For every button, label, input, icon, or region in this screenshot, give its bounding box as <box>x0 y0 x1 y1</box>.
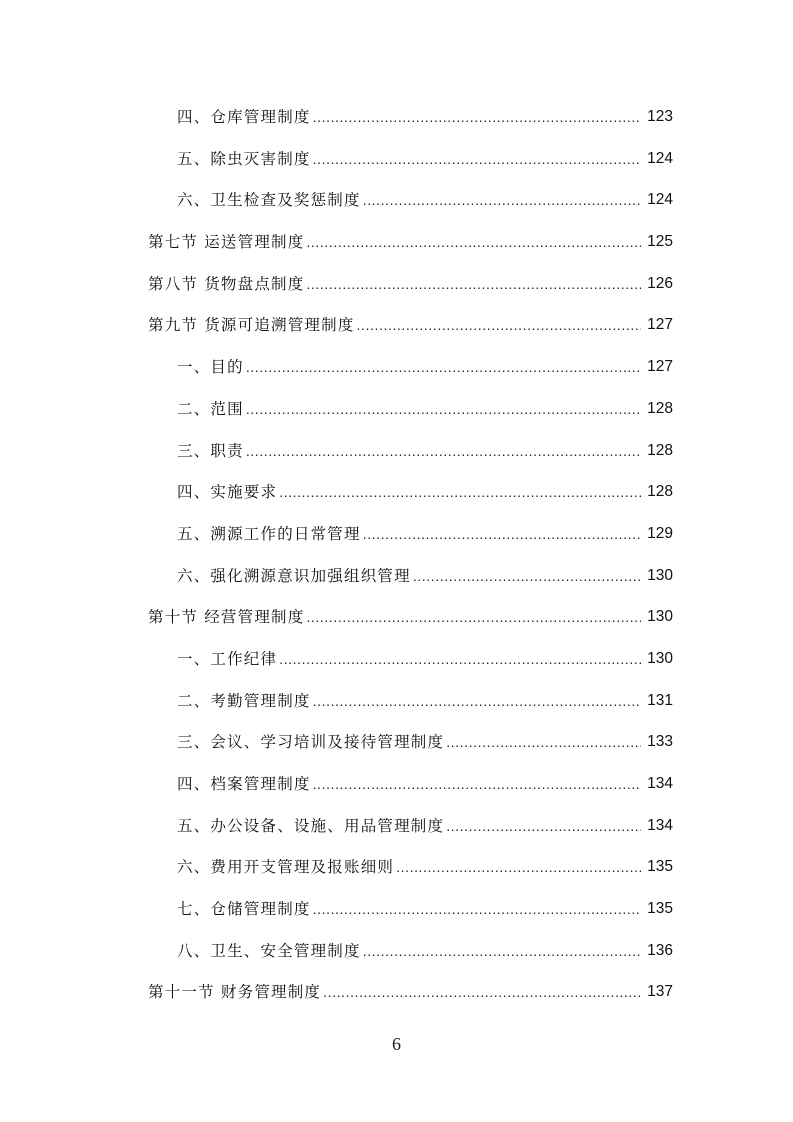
toc-entry-page: 123 <box>647 108 673 125</box>
dot-leader <box>357 313 641 337</box>
toc-entry-title: 一、工作纪律 <box>177 647 279 671</box>
toc-entry[interactable] <box>0 772 793 814</box>
toc-entry-page: 136 <box>647 941 673 959</box>
toc-entry[interactable] <box>0 605 793 647</box>
toc-entry[interactable] <box>0 939 793 981</box>
toc-entry-page: 128 <box>647 399 673 417</box>
dot-leader <box>446 814 641 838</box>
dot-leader <box>279 647 641 671</box>
dot-leader <box>446 730 641 754</box>
toc-entry[interactable] <box>0 313 793 355</box>
toc-entry-title: 五、除虫灭害制度 <box>177 147 313 171</box>
toc-entry-title: 第九节 货源可追溯管理制度 <box>148 313 357 337</box>
toc-entry[interactable] <box>0 730 793 772</box>
dot-leader <box>313 147 641 171</box>
toc-entry-title: 第十一节 财务管理制度 <box>148 980 323 1004</box>
toc-entry-page: 126 <box>647 274 673 292</box>
toc-entry[interactable] <box>0 480 793 522</box>
toc-entry[interactable] <box>0 855 793 897</box>
toc-entry[interactable] <box>0 397 793 439</box>
toc-entry-page: 135 <box>647 858 673 876</box>
toc-entry-page: 127 <box>647 358 673 376</box>
toc-entry[interactable] <box>0 564 793 606</box>
dot-leader <box>279 480 641 504</box>
toc-entry[interactable] <box>0 272 793 314</box>
toc-entry-title: 六、费用开支管理及报账细则 <box>177 855 396 879</box>
dot-leader <box>246 355 641 379</box>
dot-leader <box>363 188 641 212</box>
table-of-contents <box>0 105 793 1022</box>
toc-entry-title: 三、会议、学习培训及接待管理制度 <box>177 730 446 754</box>
dot-leader <box>413 564 641 588</box>
toc-entry-page: 128 <box>647 483 673 501</box>
toc-entry[interactable] <box>0 522 793 564</box>
toc-entry-page: 134 <box>647 816 673 834</box>
toc-entry[interactable] <box>0 147 793 189</box>
page-number: 6 <box>392 1034 401 1054</box>
dot-leader <box>313 897 641 921</box>
toc-entry-title: 五、办公设备、设施、用品管理制度 <box>177 814 446 838</box>
dot-leader <box>323 980 641 1004</box>
toc-entry[interactable] <box>0 980 793 1022</box>
dot-leader <box>246 439 641 463</box>
toc-entry-page: 137 <box>647 983 673 1001</box>
toc-entry-page: 135 <box>647 900 673 918</box>
toc-entry-title: 第七节 运送管理制度 <box>148 230 306 254</box>
dot-leader <box>313 772 641 796</box>
toc-entry-title: 四、档案管理制度 <box>177 772 313 796</box>
toc-entry-page: 131 <box>647 691 673 709</box>
dot-leader <box>306 272 641 296</box>
toc-entry-page: 128 <box>647 441 673 459</box>
toc-entry-title: 六、卫生检查及奖惩制度 <box>177 188 363 212</box>
toc-entry-title: 五、溯源工作的日常管理 <box>177 522 363 546</box>
toc-entry-title: 二、范围 <box>177 397 246 421</box>
toc-entry-title: 七、仓储管理制度 <box>177 897 313 921</box>
toc-entry-title: 第八节 货物盘点制度 <box>148 272 306 296</box>
dot-leader <box>396 855 641 879</box>
toc-entry-title: 四、仓库管理制度 <box>177 105 313 129</box>
dot-leader <box>313 689 641 713</box>
toc-entry[interactable] <box>0 188 793 230</box>
dot-leader <box>313 105 641 129</box>
toc-entry-page: 130 <box>647 649 673 667</box>
toc-entry-title: 二、考勤管理制度 <box>177 689 313 713</box>
toc-entry[interactable] <box>0 230 793 272</box>
dot-leader <box>246 397 641 421</box>
dot-leader <box>363 939 641 963</box>
toc-entry-title: 四、实施要求 <box>177 480 279 504</box>
toc-entry-title: 一、目的 <box>177 355 246 379</box>
toc-entry-title: 八、卫生、安全管理制度 <box>177 939 363 963</box>
toc-entry-page: 130 <box>647 608 673 626</box>
dot-leader <box>306 605 641 629</box>
toc-entry[interactable] <box>0 897 793 939</box>
toc-entry[interactable] <box>0 105 793 147</box>
toc-entry-page: 125 <box>647 233 673 251</box>
toc-entry[interactable] <box>0 814 793 856</box>
toc-entry-page: 124 <box>647 149 673 167</box>
dot-leader <box>363 522 641 546</box>
toc-entry[interactable] <box>0 355 793 397</box>
toc-entry-page: 134 <box>647 775 673 792</box>
dot-leader <box>306 230 641 254</box>
toc-entry[interactable] <box>0 647 793 689</box>
toc-entry[interactable] <box>0 439 793 481</box>
toc-entry-title: 六、强化溯源意识加强组织管理 <box>177 564 413 588</box>
toc-entry[interactable] <box>0 689 793 731</box>
toc-entry-page: 133 <box>647 733 673 751</box>
toc-entry-page: 124 <box>647 191 673 209</box>
toc-entry-page: 130 <box>647 566 673 584</box>
toc-entry-page: 129 <box>647 524 673 542</box>
toc-entry-title: 三、职责 <box>177 439 246 463</box>
toc-entry-page: 127 <box>647 316 673 334</box>
toc-entry-title: 第十节 经营管理制度 <box>148 605 306 629</box>
